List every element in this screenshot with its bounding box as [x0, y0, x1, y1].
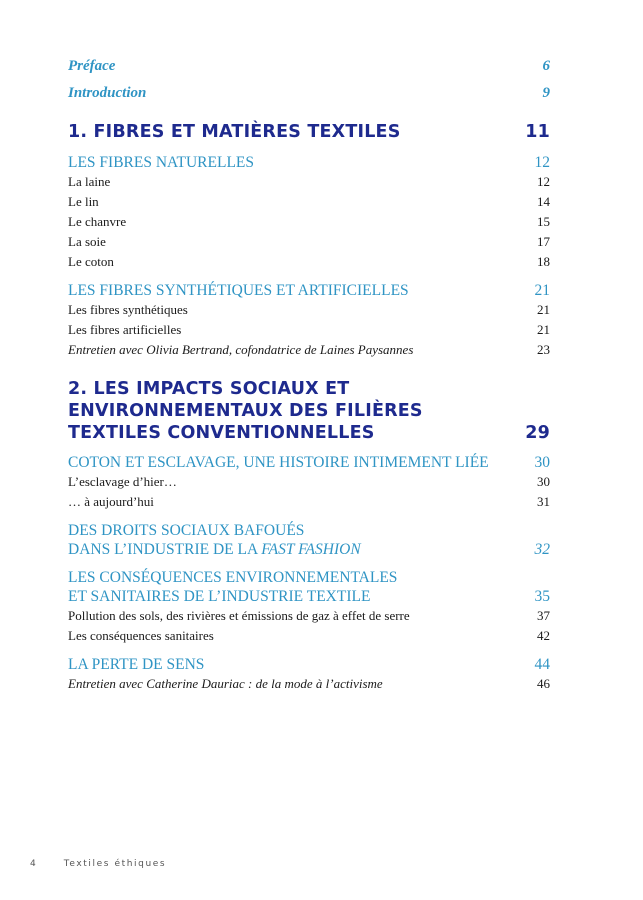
toc-item-label: Le coton: [68, 254, 114, 269]
toc-item-page: 46: [537, 676, 550, 691]
chapter-title-line: TEXTILES CONVENTIONNELLES: [68, 423, 375, 443]
toc-section-perte-de-sens[interactable]: [68, 655, 550, 674]
section-page: 30: [534, 454, 550, 471]
toc-item-label: L’esclavage d’hier…: [68, 474, 177, 489]
toc-item-label: … à aujourd’hui: [68, 494, 154, 509]
toc-item-page: 15: [537, 214, 550, 229]
toc-section-fibres-naturelles[interactable]: [68, 153, 550, 172]
table-of-contents: [68, 52, 550, 694]
chapter-page: 11: [525, 122, 550, 142]
toc-section-droits-sociaux[interactable]: [68, 521, 550, 559]
toc-chapter-1[interactable]: [68, 121, 550, 143]
toc-item-label: Les fibres synthétiques: [68, 302, 188, 317]
toc-item-page: 17: [537, 234, 550, 249]
page-footer: [30, 859, 166, 869]
toc-entry-preface[interactable]: [68, 56, 550, 76]
toc-item-page: 31: [537, 494, 550, 509]
toc-section-consequences[interactable]: [68, 568, 550, 606]
toc-item[interactable]: [68, 626, 550, 646]
toc-item-label: Les conséquences sanitaires: [68, 628, 214, 643]
toc-item-interview[interactable]: [68, 340, 550, 360]
toc-chapter-2[interactable]: [68, 378, 550, 444]
toc-item-page: 21: [537, 322, 550, 337]
fast-fashion-term: FAST FASHION: [261, 541, 361, 558]
section-page: 32: [534, 541, 550, 558]
toc-item[interactable]: [68, 232, 550, 252]
toc-item[interactable]: [68, 320, 550, 340]
chapter-page: 29: [525, 423, 550, 443]
toc-item-page: 23: [537, 342, 550, 357]
footer-page-number: 4: [30, 859, 38, 869]
toc-item-interview[interactable]: [68, 674, 550, 694]
section-title: LA PERTE DE SENS: [68, 656, 205, 673]
toc-item-label: La laine: [68, 174, 111, 189]
toc-item-page: 37: [537, 608, 550, 623]
section-title: COTON ET ESCLAVAGE, UNE HISTOIRE INTIMEMENT LIÉE: [68, 454, 489, 471]
toc-entry-introduction[interactable]: [68, 83, 550, 103]
toc-item-page: 12: [537, 174, 550, 189]
toc-item-label: Entretien avec Catherine Dauriac : de la mode à l’activisme: [68, 676, 383, 691]
section-title: LES FIBRES SYNTHÉTIQUES ET ARTIFICIELLES: [68, 282, 409, 299]
toc-item[interactable]: [68, 172, 550, 192]
toc-item-label: La soie: [68, 234, 106, 249]
toc-item[interactable]: [68, 212, 550, 232]
toc-item-label: Pollution des sols, des rivières et émissions de gaz à effet de serre: [68, 608, 410, 623]
toc-item-label: Les fibres artificielles: [68, 322, 182, 337]
toc-entry-label: Préface: [68, 58, 116, 74]
toc-item-label: Entretien avec Olivia Bertrand, cofondatrice de Laines Paysannes: [68, 342, 414, 357]
toc-item[interactable]: [68, 192, 550, 212]
toc-item-page: 18: [537, 254, 550, 269]
section-page: 35: [534, 588, 550, 605]
toc-entry-page: 6: [542, 58, 550, 74]
section-title: LES FIBRES NATURELLES: [68, 154, 255, 171]
toc-item[interactable]: [68, 300, 550, 320]
chapter-title: 1. FIBRES ET MATIÈRES TEXTILES: [68, 122, 401, 142]
toc-item-label: Le lin: [68, 194, 99, 209]
toc-item[interactable]: [68, 472, 550, 492]
section-page: 44: [534, 656, 550, 673]
toc-entry-label: Introduction: [68, 85, 147, 101]
section-title-line: DES DROITS SOCIAUX BAFOUÉS: [68, 522, 305, 539]
toc-entry-page: 9: [542, 85, 550, 101]
toc-item-page: 21: [537, 302, 550, 317]
toc-section-coton-esclavage[interactable]: [68, 453, 550, 472]
toc-item[interactable]: [68, 606, 550, 626]
section-page: 12: [534, 154, 550, 171]
chapter-title-line: ENVIRONNEMENTAUX DES FILIÈRES: [68, 401, 423, 421]
chapter-title-line: 2. LES IMPACTS SOCIAUX ET: [68, 379, 350, 399]
toc-item-page: 30: [537, 474, 550, 489]
footer-book-title: Textiles éthiques: [63, 859, 167, 869]
toc-section-fibres-synthetiques[interactable]: [68, 281, 550, 300]
section-page: 21: [534, 282, 550, 299]
toc-item[interactable]: [68, 492, 550, 512]
section-title-line: LES CONSÉQUENCES ENVIRONNEMENTALES: [68, 569, 398, 586]
section-title-line: DANS L’INDUSTRIE DE LA FAST FASHION: [68, 541, 361, 558]
toc-item-label: Le chanvre: [68, 214, 127, 229]
toc-item-page: 14: [537, 194, 550, 209]
toc-item-page: 42: [537, 628, 550, 643]
toc-item[interactable]: [68, 252, 550, 272]
section-title-line: ET SANITAIRES DE L’INDUSTRIE TEXTILE: [68, 588, 371, 605]
